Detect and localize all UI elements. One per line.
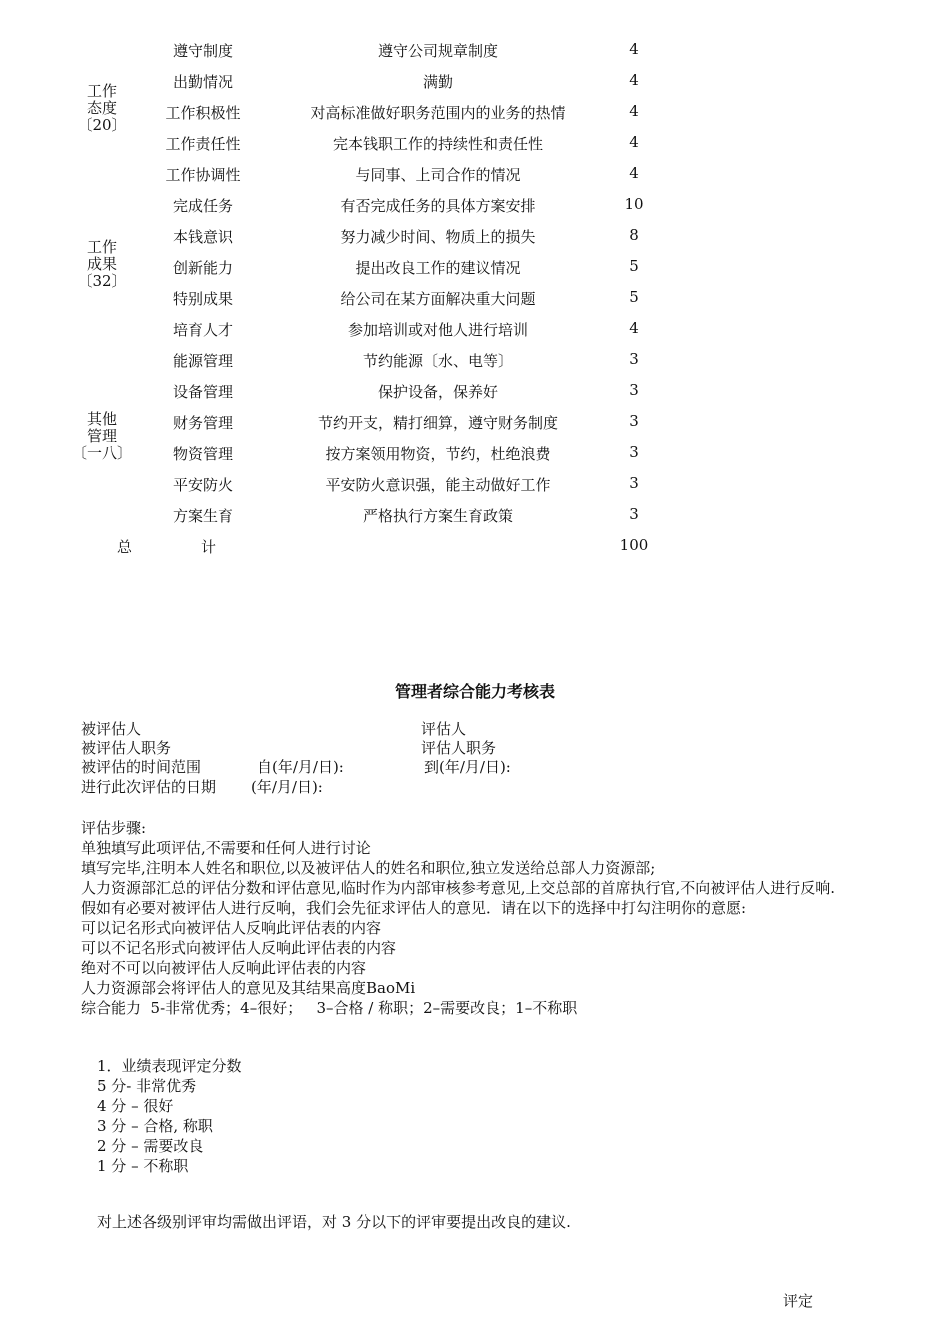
table-row [0, 505, 950, 536]
row-score: 3 [629, 505, 639, 523]
table-row [0, 412, 950, 443]
rating-note: 对上述各级别评审均需做出评语，对 3 分以下的评审要提出改良的建议. [97, 1213, 571, 1231]
step-line: 假如有必要对被评估人进行反响，我们会先征求评估人的意见．请在以下的选择中打勾注明你的意愿: [81, 899, 747, 917]
table-row [0, 474, 950, 505]
evaluatee-position-label: 被评估人职务 [81, 739, 172, 757]
row-description: 按方案领用物资，节约，杜绝浪费 [325, 445, 551, 463]
row-description: 完本钱职工作的持续性和责任性 [332, 135, 543, 153]
table-row [0, 288, 950, 319]
evaluation-steps [81, 818, 881, 1018]
row-description: 与同事、上司合作的情况 [355, 166, 521, 184]
rating-level: 5 分- 非常优秀 [97, 1077, 197, 1095]
row-score: 3 [629, 350, 639, 368]
row-score: 4 [629, 133, 639, 151]
total-score: 100 [619, 536, 649, 554]
table-row [0, 195, 950, 226]
row-item: 完成任务 [172, 197, 233, 215]
row-score: 3 [629, 474, 639, 492]
row-score: 5 [629, 288, 639, 306]
table-row [0, 71, 950, 102]
category-line: 管理 [86, 427, 117, 445]
row-item: 特别成果 [172, 290, 233, 308]
row-item: 平安防火 [172, 476, 233, 494]
rating-level: 3 分 – 合格, 称职 [97, 1117, 213, 1135]
steps-heading: 评估步骤: [81, 819, 147, 837]
total-row [0, 536, 950, 567]
evaluatee-label: 被评估人 [81, 720, 142, 738]
row-item: 创新能力 [172, 259, 233, 277]
row-score: 4 [629, 319, 639, 337]
step-line: 可以不记名形式向被评估人反响此评估表的内容 [81, 939, 397, 957]
row-item: 工作积极性 [165, 104, 241, 122]
step-line: 可以记名形式向被评估人反响此评估表的内容 [81, 919, 382, 937]
category-line: 成果 [86, 255, 117, 273]
row-score: 10 [624, 195, 644, 213]
step-line: 填写完毕,注明本人姓名和职位,以及被评估人的姓名和职位,独立发送给总部人力资源部; [81, 859, 656, 877]
row-item: 遵守制度 [172, 42, 233, 60]
total-label-b: 计 [201, 538, 217, 556]
row-item: 工作协调性 [165, 166, 241, 184]
rating-section [97, 1056, 897, 1176]
rating-level: 2 分 – 需要改良 [97, 1137, 204, 1155]
rating-level: 4 分 – 很好 [97, 1097, 174, 1115]
total-label-a: 总 [117, 538, 133, 556]
table-row [0, 257, 950, 288]
table-row [0, 443, 950, 474]
row-item: 工作责任性 [165, 135, 241, 153]
table-row [0, 226, 950, 257]
period-to-label: 到(年/月/日): [424, 758, 511, 776]
row-score: 4 [629, 40, 639, 58]
row-item: 出勤情况 [172, 73, 233, 91]
table-row [0, 40, 950, 71]
row-description: 满勤 [422, 73, 453, 91]
period-from-label: 自(年/月/日): [257, 758, 344, 776]
category-line: 其他 [86, 410, 117, 428]
step-line: 综合能力 5-非常优秀；4–很好； 3–合格 / 称职；2–需要改良；1–不称职 [81, 999, 578, 1017]
evaluator-label: 评估人 [421, 720, 467, 738]
category-line: 〔一八〕 [72, 444, 133, 462]
row-score: 4 [629, 71, 639, 89]
row-item: 能源管理 [172, 352, 233, 370]
row-description: 努力减少时间、物质上的损失 [340, 228, 536, 246]
row-description: 遵守公司规章制度 [377, 42, 498, 60]
row-score: 4 [629, 102, 639, 120]
row-score: 4 [629, 164, 639, 182]
row-description: 节约开支，精打细算，遵守财务制度 [317, 414, 558, 432]
step-line: 人力资源部会将评估人的意见及其结果高度BaoMi [81, 979, 416, 997]
row-description: 提出改良工作的建议情况 [355, 259, 521, 277]
table-row [0, 164, 950, 195]
row-score: 3 [629, 381, 639, 399]
row-description: 参加培训或对他人进行培训 [347, 321, 528, 339]
evaluation-date-label: 进行此次评估的日期 [81, 778, 217, 796]
step-line: 单独填写此项评估,不需要和任何人进行讨论 [81, 839, 371, 857]
row-item: 物资管理 [172, 445, 233, 463]
row-item: 本钱意识 [172, 228, 233, 246]
step-line: 人力资源部汇总的评估分数和评估意见,临时作为内部审核参考意见,上交总部的首席执行官,不向被评估人进行反响. [81, 879, 836, 897]
period-label: 被评估的时间范围 [81, 758, 202, 776]
row-item: 培育人才 [172, 321, 233, 339]
row-item: 方案生育 [172, 507, 233, 525]
row-description: 给公司在某方面解决重大问题 [340, 290, 536, 308]
evaluation-date-format: (年/月/日): [251, 778, 323, 796]
row-item: 财务管理 [172, 414, 233, 432]
rating-level: 1 分 – 不称职 [97, 1157, 189, 1175]
row-description: 节约能源〔水、电等〕 [362, 352, 513, 370]
row-description: 平安防火意识强，能主动做好工作 [325, 476, 551, 494]
row-score: 5 [629, 257, 639, 275]
score-table [0, 0, 950, 570]
table-row [0, 350, 950, 381]
category-line: 〔20〕 [77, 116, 127, 134]
row-description: 对高标准做好职务范围内的业务的热情 [310, 104, 566, 122]
step-line: 绝对不可以向被评估人反响此评估表的内容 [81, 959, 367, 977]
form-title: 管理者综合能力考核表 [394, 682, 555, 701]
table-row [0, 99, 950, 133]
rating-footer: 评定 [783, 1292, 814, 1310]
row-description: 有否完成任务的具体方案安排 [340, 197, 536, 215]
row-item: 设备管理 [172, 383, 233, 401]
row-score: 3 [629, 443, 639, 461]
table-row [0, 381, 950, 412]
evaluator-position-label: 评估人职务 [421, 739, 497, 757]
row-description: 保护设备，保养好 [377, 383, 498, 401]
category-line: 〔32〕 [77, 272, 127, 290]
category-line: 工作 [86, 82, 117, 100]
row-description: 严格执行方案生育政策 [362, 507, 513, 525]
rating-heading: 1．业绩表现评定分数 [97, 1057, 242, 1075]
row-score: 3 [629, 412, 639, 430]
table-row [0, 319, 950, 350]
category-line: 态度 [86, 99, 117, 117]
table-row [0, 133, 950, 164]
row-score: 8 [629, 226, 639, 244]
category-line: 工作 [86, 238, 117, 256]
